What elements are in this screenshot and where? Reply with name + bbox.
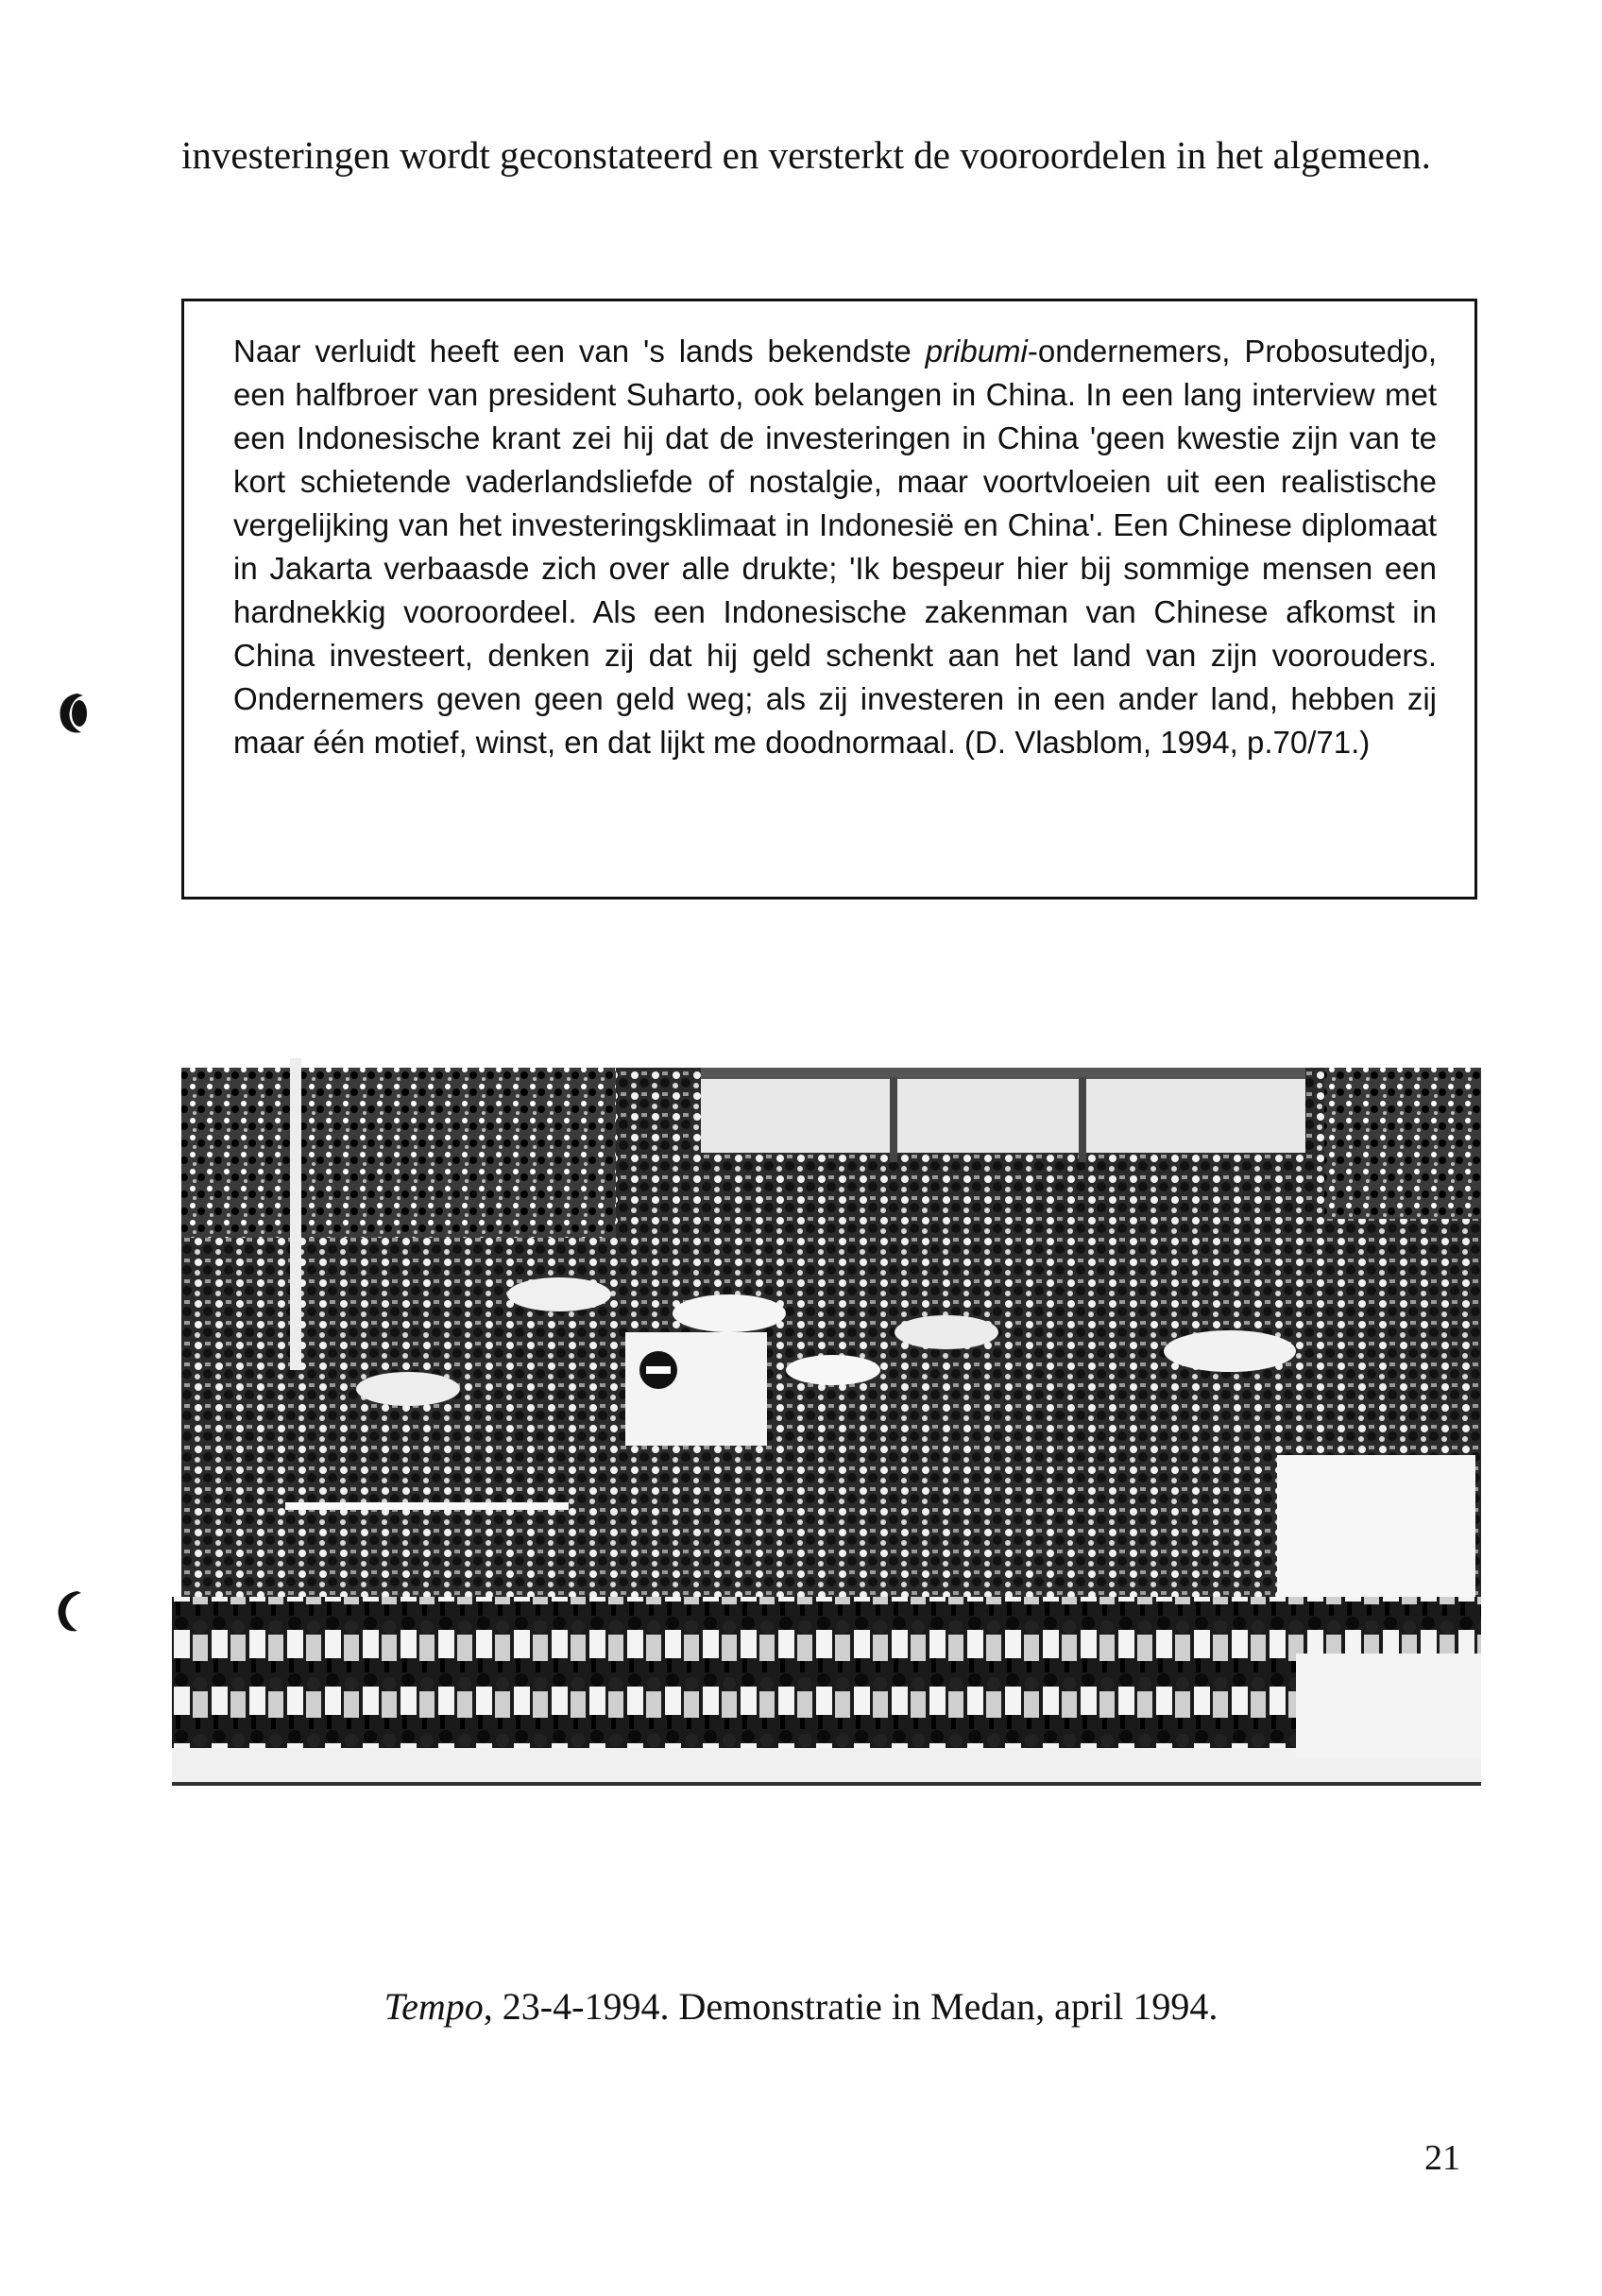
quote-italic-term: pribumi <box>925 334 1028 368</box>
quote-text-rest: -ondernemers, Probosutedjo, een halfbroer van president Suharto, ook belangen in China. In een lang interview met een Indonesische krant zei hij dat de investeringen in China 'geen kwestie zijn van te kort schietende vaderlandsliefde of nostalgie, maar voortvloeien uit een realistische vergelijking van het investeringsklimaat in Indonesië en China'. Een Chinese diplomaat in Jakarta verbaasde zich over alle drukte; 'Ik bespeur hier bij sommige mensen een hardnekkig vooroordeel. Als een Indonesische zakenman van Chinese afkomst in China investeert, denken zij dat hij geld schenkt aan het land van zijn voorouders. Ondernemers geven geen geld weg; als zij investeren in een ander land, hebben zij maar één motief, winst, en dat lijkt me doodnormaal. (D. Vlasblom, 1994, p.70/71.) <box>233 334 1438 760</box>
demonstration-photo <box>172 1049 1481 1852</box>
caption-text: , 23-4-1994. Demonstratie in Medan, april 1994. <box>483 1985 1219 2028</box>
page-number: 21 <box>1424 2138 1460 2178</box>
quote-text <box>233 330 1437 764</box>
caption-source: Tempo <box>383 1985 484 2028</box>
quote-text-start: Naar verluidt heeft een van 's lands bekendste <box>233 334 926 368</box>
photo-caption <box>0 1984 1602 2029</box>
quote-box <box>181 299 1477 900</box>
binding-hole-mark <box>53 1587 91 1635</box>
intro-paragraph: investeringen wordt geconstateerd en versterkt de vooroordelen in het algemeen. <box>181 133 1431 177</box>
binding-hole-mark <box>55 690 93 737</box>
